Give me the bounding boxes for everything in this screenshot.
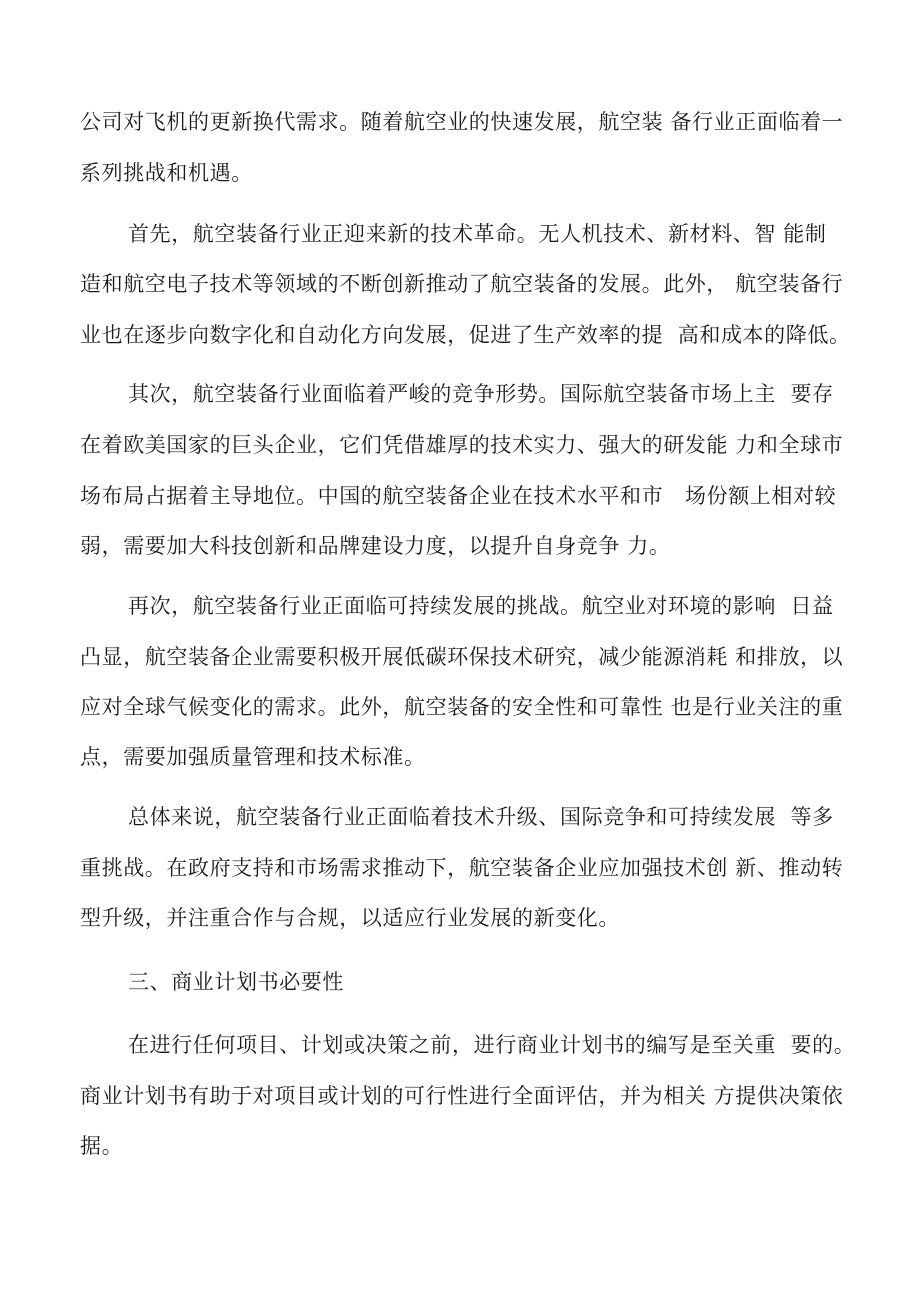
text-line: 在着欧美国家的巨头企业，它们凭借雄厚的技术实力、强大的研发能 力和全球市 — [80, 433, 844, 457]
text-line: 商业计划书有助于对项目或计划的可行性进行全面评估，并为相关 方提供决策依 — [80, 1084, 844, 1108]
text-line: 其次，航空装备行业面临着严峻的竞争形势。国际航空装备市场上主 要存 — [128, 382, 834, 406]
text-line: 再次，航空装备行业正面临可持续发展的挑战。航空业对环境的影响 日益 — [128, 594, 834, 618]
text-line: 凸显，航空装备企业需要积极开展低碳环保技术研究，减少能源消耗 和排放，以 — [80, 645, 844, 669]
text-line: 总体来说，航空装备行业正面临着技术升级、国际竞争和可持续发展 等多 — [128, 805, 834, 829]
text-line: 首先，航空装备行业正迎来新的技术革命。无人机技术、新材料、智 能制 — [128, 222, 827, 246]
text-line: 据。 — [80, 1134, 124, 1158]
text-line: 应对全球气候变化的需求。此外，航空装备的安全性和可靠性 也是行业关注的重 — [80, 695, 844, 719]
text-line: 弱，需要加大科技创新和品牌建设力度，以提升自身竞争 力。 — [80, 534, 671, 558]
text-line: 型升级，并注重合作与合规，以适应行业发展的新变化。 — [80, 906, 620, 930]
text-line: 造和航空电子技术等领域的不断创新推动了航空装备的发展。此外， 航空装备行 — [80, 272, 844, 296]
text-line: 业也在逐步向数字化和自动化方向发展，促进了生产效率的提 高和成本的降低。 — [80, 323, 851, 347]
text-line: 点，需要加强质量管理和技术标准。 — [80, 745, 426, 769]
text-line: 在进行任何项目、计划或决策之前，进行商业计划书的编写是至关重 要的。 — [128, 1033, 856, 1057]
text-line: 场布局占据着主导地位。中国的航空装备企业在技术水平和市 场份额上相对较 — [80, 484, 837, 508]
text-line: 系列挑战和机遇。 — [80, 161, 253, 185]
section-heading: 三、商业计划书必要性 — [128, 970, 344, 994]
text-line: 重挑战。在政府支持和市场需求推动下，航空装备企业应加强技术创 新、推动转 — [80, 856, 844, 880]
text-line: 公司对飞机的更新换代需求。随着航空业的快速发展，航空装 备行业正面临着一 — [80, 110, 844, 134]
